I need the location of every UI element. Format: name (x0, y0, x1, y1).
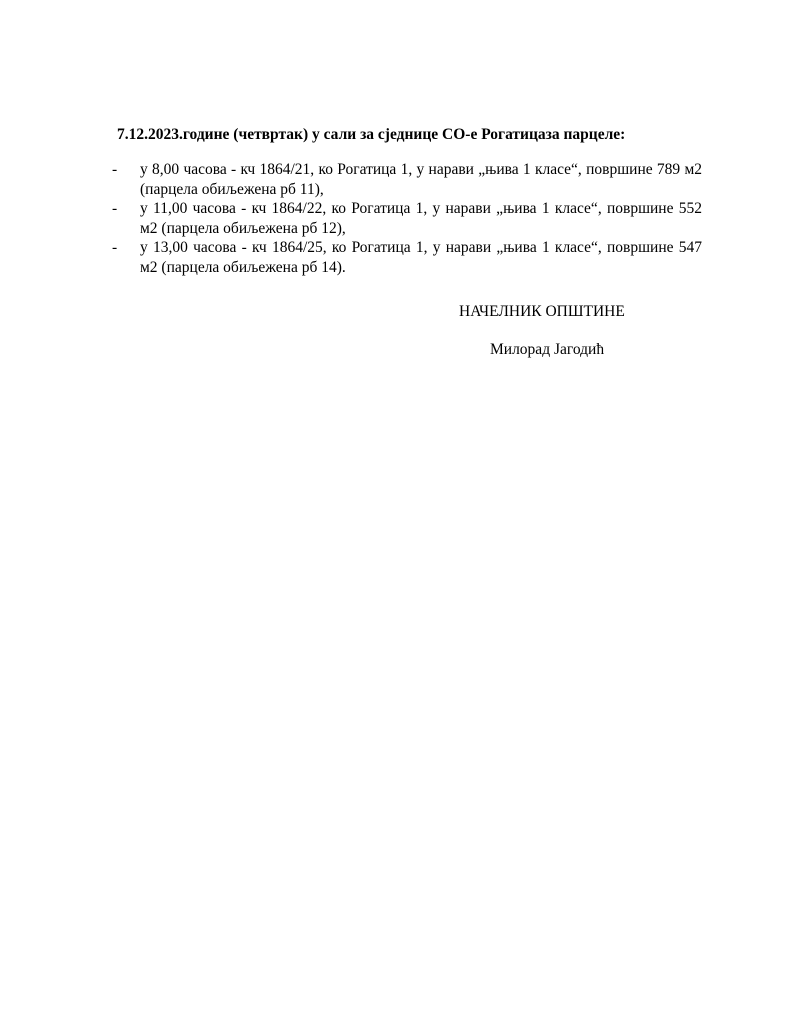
list-bullet: - (112, 200, 118, 217)
list-bullet: - (112, 161, 118, 178)
parcel-list (112, 160, 702, 277)
list-item (112, 199, 702, 238)
document-heading: 7.12.2023.године (четвртак) у сали за сједнице СО-е Рогатицаза парцеле: (117, 126, 626, 143)
list-item-text: у 8,00 часова - кч 1864/21, ко Рогатица 1, у нарави „њива 1 класе“, површине 789 м2 (парцела обиљежена рб 11), (140, 161, 702, 198)
list-item (112, 160, 702, 199)
list-item-text: у 11,00 часова - кч 1864/22, ко Рогатица 1, у нарави „њива 1 класе“, површине 552 м2 (парцела обиљежена рб 12), (140, 200, 702, 237)
list-bullet: - (112, 239, 118, 256)
list-item (112, 238, 702, 277)
list-item-text: у 13,00 часова - кч 1864/25, ко Рогатица 1, у нарави „њива 1 класе“, површине 547 м2 (парцела обиљежена рб 14). (140, 239, 702, 276)
signature-name: Милорад Јагодић (490, 341, 605, 358)
signature-title: НАЧЕЛНИК ОПШТИНЕ (459, 303, 625, 320)
